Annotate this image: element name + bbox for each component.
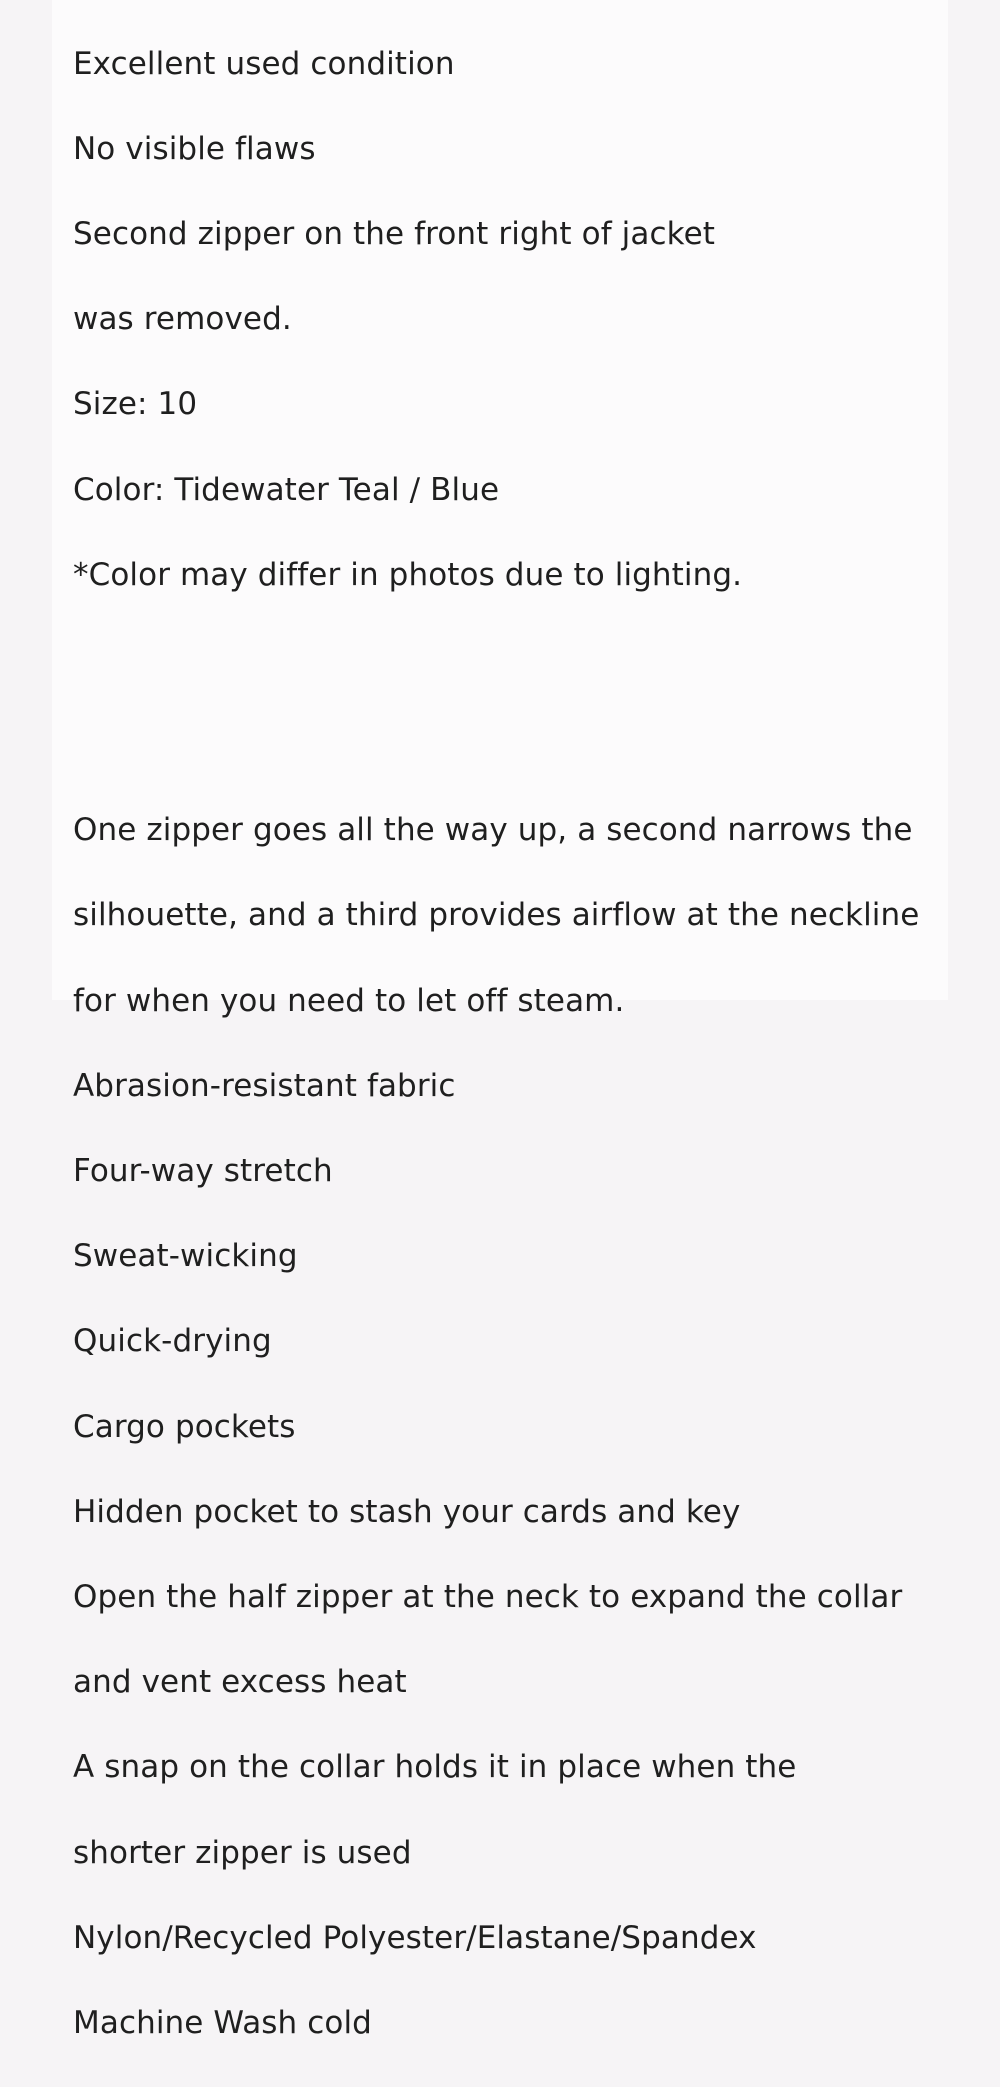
- feature-sweat: Sweat-wicking: [73, 1238, 298, 1275]
- product-description: [73, 0, 953, 2087]
- feature-stretch: Four-way stretch: [73, 1153, 333, 1190]
- paragraph-gap: [73, 682, 953, 725]
- feature-zipper-line-3: for when you need to let off steam.: [73, 982, 625, 1019]
- material-line: Nylon/Recycled Polyester/Elastane/Spandex: [73, 1919, 757, 1956]
- feature-snap-line-1: A snap on the collar holds it in place when the: [73, 1749, 797, 1786]
- color-disclaimer-line: *Color may differ in photos due to lighting.: [73, 556, 743, 593]
- condition-line: Excellent used condition: [73, 45, 455, 82]
- feature-half-zip-line-2: and vent excess heat: [73, 1664, 407, 1701]
- zipper-note-line: Second zipper on the front right of jacket: [73, 215, 716, 252]
- care-line: Machine Wash cold: [73, 2004, 372, 2041]
- feature-cargo: Cargo pockets: [73, 1408, 296, 1445]
- flaws-line: No visible flaws: [73, 130, 316, 167]
- feature-snap-line-2: shorter zipper is used: [73, 1834, 412, 1871]
- zipper-note-line-cont: was removed.: [73, 301, 292, 338]
- color-line: Color: Tidewater Teal / Blue: [73, 471, 500, 508]
- feature-hidden-pocket: Hidden pocket to stash your cards and key: [73, 1493, 741, 1530]
- feature-quick-dry: Quick-drying: [73, 1323, 272, 1360]
- feature-abrasion: Abrasion-resistant fabric: [73, 1067, 456, 1104]
- feature-zipper-line-1: One zipper goes all the way up, a second narrows the: [73, 812, 913, 849]
- feature-zipper-line-2: silhouette, and a third provides airflow at the neckline: [73, 897, 920, 934]
- feature-half-zip-line-1: Open the half zipper at the neck to expand the collar: [73, 1578, 903, 1615]
- size-line: Size: 10: [73, 386, 198, 423]
